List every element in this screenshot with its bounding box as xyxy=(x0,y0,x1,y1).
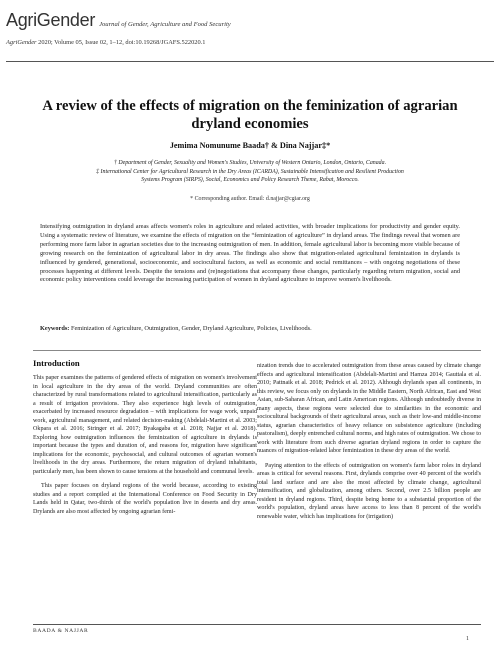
page-number: 1 xyxy=(466,636,469,642)
running-head: BAADA & NAJJAR xyxy=(33,628,89,634)
paragraph: nization trends due to accelerated outmigration from these areas caused by climate change effects and agricultural intensification (Abdelali-Martini and Hamza 2014; Gauttala et al. 2010; Pattnaik et al. 2018; Pedrick et al. 2012). Although drylands span all continents, in this review, we focus only on drylands in the Middle Eastern, North African, East and West Asian, sub-Saharan African, and Latin American regions. Although undoubtedly diverse in many aspects, these regions were selected due to similarities in the economic and sociocultural backgrounds of their agricultural areas, such as their low-and middle-income status, agrarian characteristics of heavy reliance on subsistence agriculture (including pastoralism), deeply entrenched cultural norms, and high rates of outmigration. We chose to work with literature from such diverse agrarian dryland regions in order to capture the nuances of migration-related labor feminization in these dry areas of the world. xyxy=(257,363,481,454)
keywords-list: Feminization of Agriculture, Outmigration, Gender, Dryland Agriculture, Policies, Livelihoods. xyxy=(69,325,312,332)
paragraph: This paper focuses on dryland regions of the world because, according to existing studies and a report compiled at the International Conference on Food Security in Dry Lands held in Qatar, two-thirds of the world's population live in deserts and dry areas. Drylands are also most affected by ongoing agrarian femi- xyxy=(33,483,257,515)
keywords xyxy=(40,325,460,334)
abstract-rule xyxy=(33,350,481,351)
keywords-label: Keywords: xyxy=(40,325,70,332)
header-rule xyxy=(6,61,494,62)
affiliation-2-cont: Systems Program (SIRPS), Social, Economics and Policy Research Theme, Rabat, Morocco. xyxy=(141,177,359,184)
corresponding-author: * Corresponding author. Email: d.najjar@cgiar.org xyxy=(190,196,310,202)
citation-line xyxy=(6,39,494,46)
journal-header xyxy=(6,10,494,46)
journal-title-row xyxy=(6,10,494,31)
journal-name: Journal of Gender, Agriculture and Food Security xyxy=(99,21,231,28)
right-column xyxy=(257,362,481,521)
left-column xyxy=(33,374,257,516)
affiliation-2: ‡ International Center for Agricultural Research in the Dry Areas (ICARDA), Sustainable Intensification and Resilient Production xyxy=(96,168,404,175)
paragraph: This paper examines the patterns of gendered effects of migration on women's involvement in local agriculture in the dry areas of the world. Dryland communities are often characterized by rural transformations related to agricultural intensification, particularly as a result of irrigation provisions. They also experience high levels of outmigration, exacerbated by increased resource degradation – with implications for wage work, unpaid work, agricultural management, and related decision-making (Abdelali-Martini et al. 2003; Okpara et al. 2016; Stringer et al. 2017; Byakagaba et al. 2018; Najjar et al. 2018). Exploring how outmigration influences the feminization of agriculture in drylands is important because the types and duration of, and reasons for, migration have significant implications for the economic, psychosocial, and cultural outcomes of agrarian women's livelihoods in the dry areas. Furthermore, the return migration of dryland inhabitants, particularly men, has been shown to cause tensions at the household and communal levels. xyxy=(33,375,257,475)
affiliations xyxy=(8,159,492,185)
citation-details: 2020; Volume 05, Issue 02, 1–12, doi:10.19268/JGAFS.522020.1 xyxy=(36,39,206,46)
paper-title: A review of the effects of migration on the feminization of agrarian dryland economies xyxy=(42,98,458,132)
footer-rule xyxy=(33,624,481,625)
author-list: Jemima Nomunume Baada† & Dina Najjar‡* xyxy=(169,141,331,150)
journal-brand: AgriGender xyxy=(6,10,96,30)
paragraph: Paying attention to the effects of outmigration on women's farm labor roles in dryland areas is critical for several reasons. First, drylands comprise over 40 percent of the world's total land surface and are also the most affected by climate change, agricultural intensification, and globalization, among others. Second, over 2.5 billion people are resident in dryland regions. Third, despite being home to a substantial proportion of the world's population, dryland areas have access to less than 8 percent of the world's renewable water, which has implications for (irrigation) xyxy=(257,462,481,520)
abstract: Intensifying outmigration in dryland areas affects women's roles in agriculture and related activities, with broader implications for productivity and gender equity. Using a systematic review of literature, we examine the effects of migration on the “feminization of agriculture” in dryland areas. The findings reveal that women are performing more farm labor in agrarian societies due to the increasing outmigration of men. In addition, female agricultural labor is becoming more visible because of growing research on the feminization of agricultural labor in dry areas. The findings also show that migration-related agricultural feminization in drylands is influenced by gendered, generational, socioeconomic, and sociocultural factors, as well as economic and social remittances – with ongoing negotiations of these processes happening at different levels. Despite the tensions and (re)negotiations that accompany these changes, particularly regarding return migration, social and economic policy interventions could leverage the increasing participation of women in dryland agriculture to improve women's livelihoods. xyxy=(40,223,460,284)
citation-journal: AgriGender xyxy=(6,39,37,46)
affiliation-1: † Department of Gender, Sexuality and Women's Studies, University of Western Ontario, London, Ontario, Canada. xyxy=(113,160,387,166)
section-title-introduction: Introduction xyxy=(33,358,80,368)
